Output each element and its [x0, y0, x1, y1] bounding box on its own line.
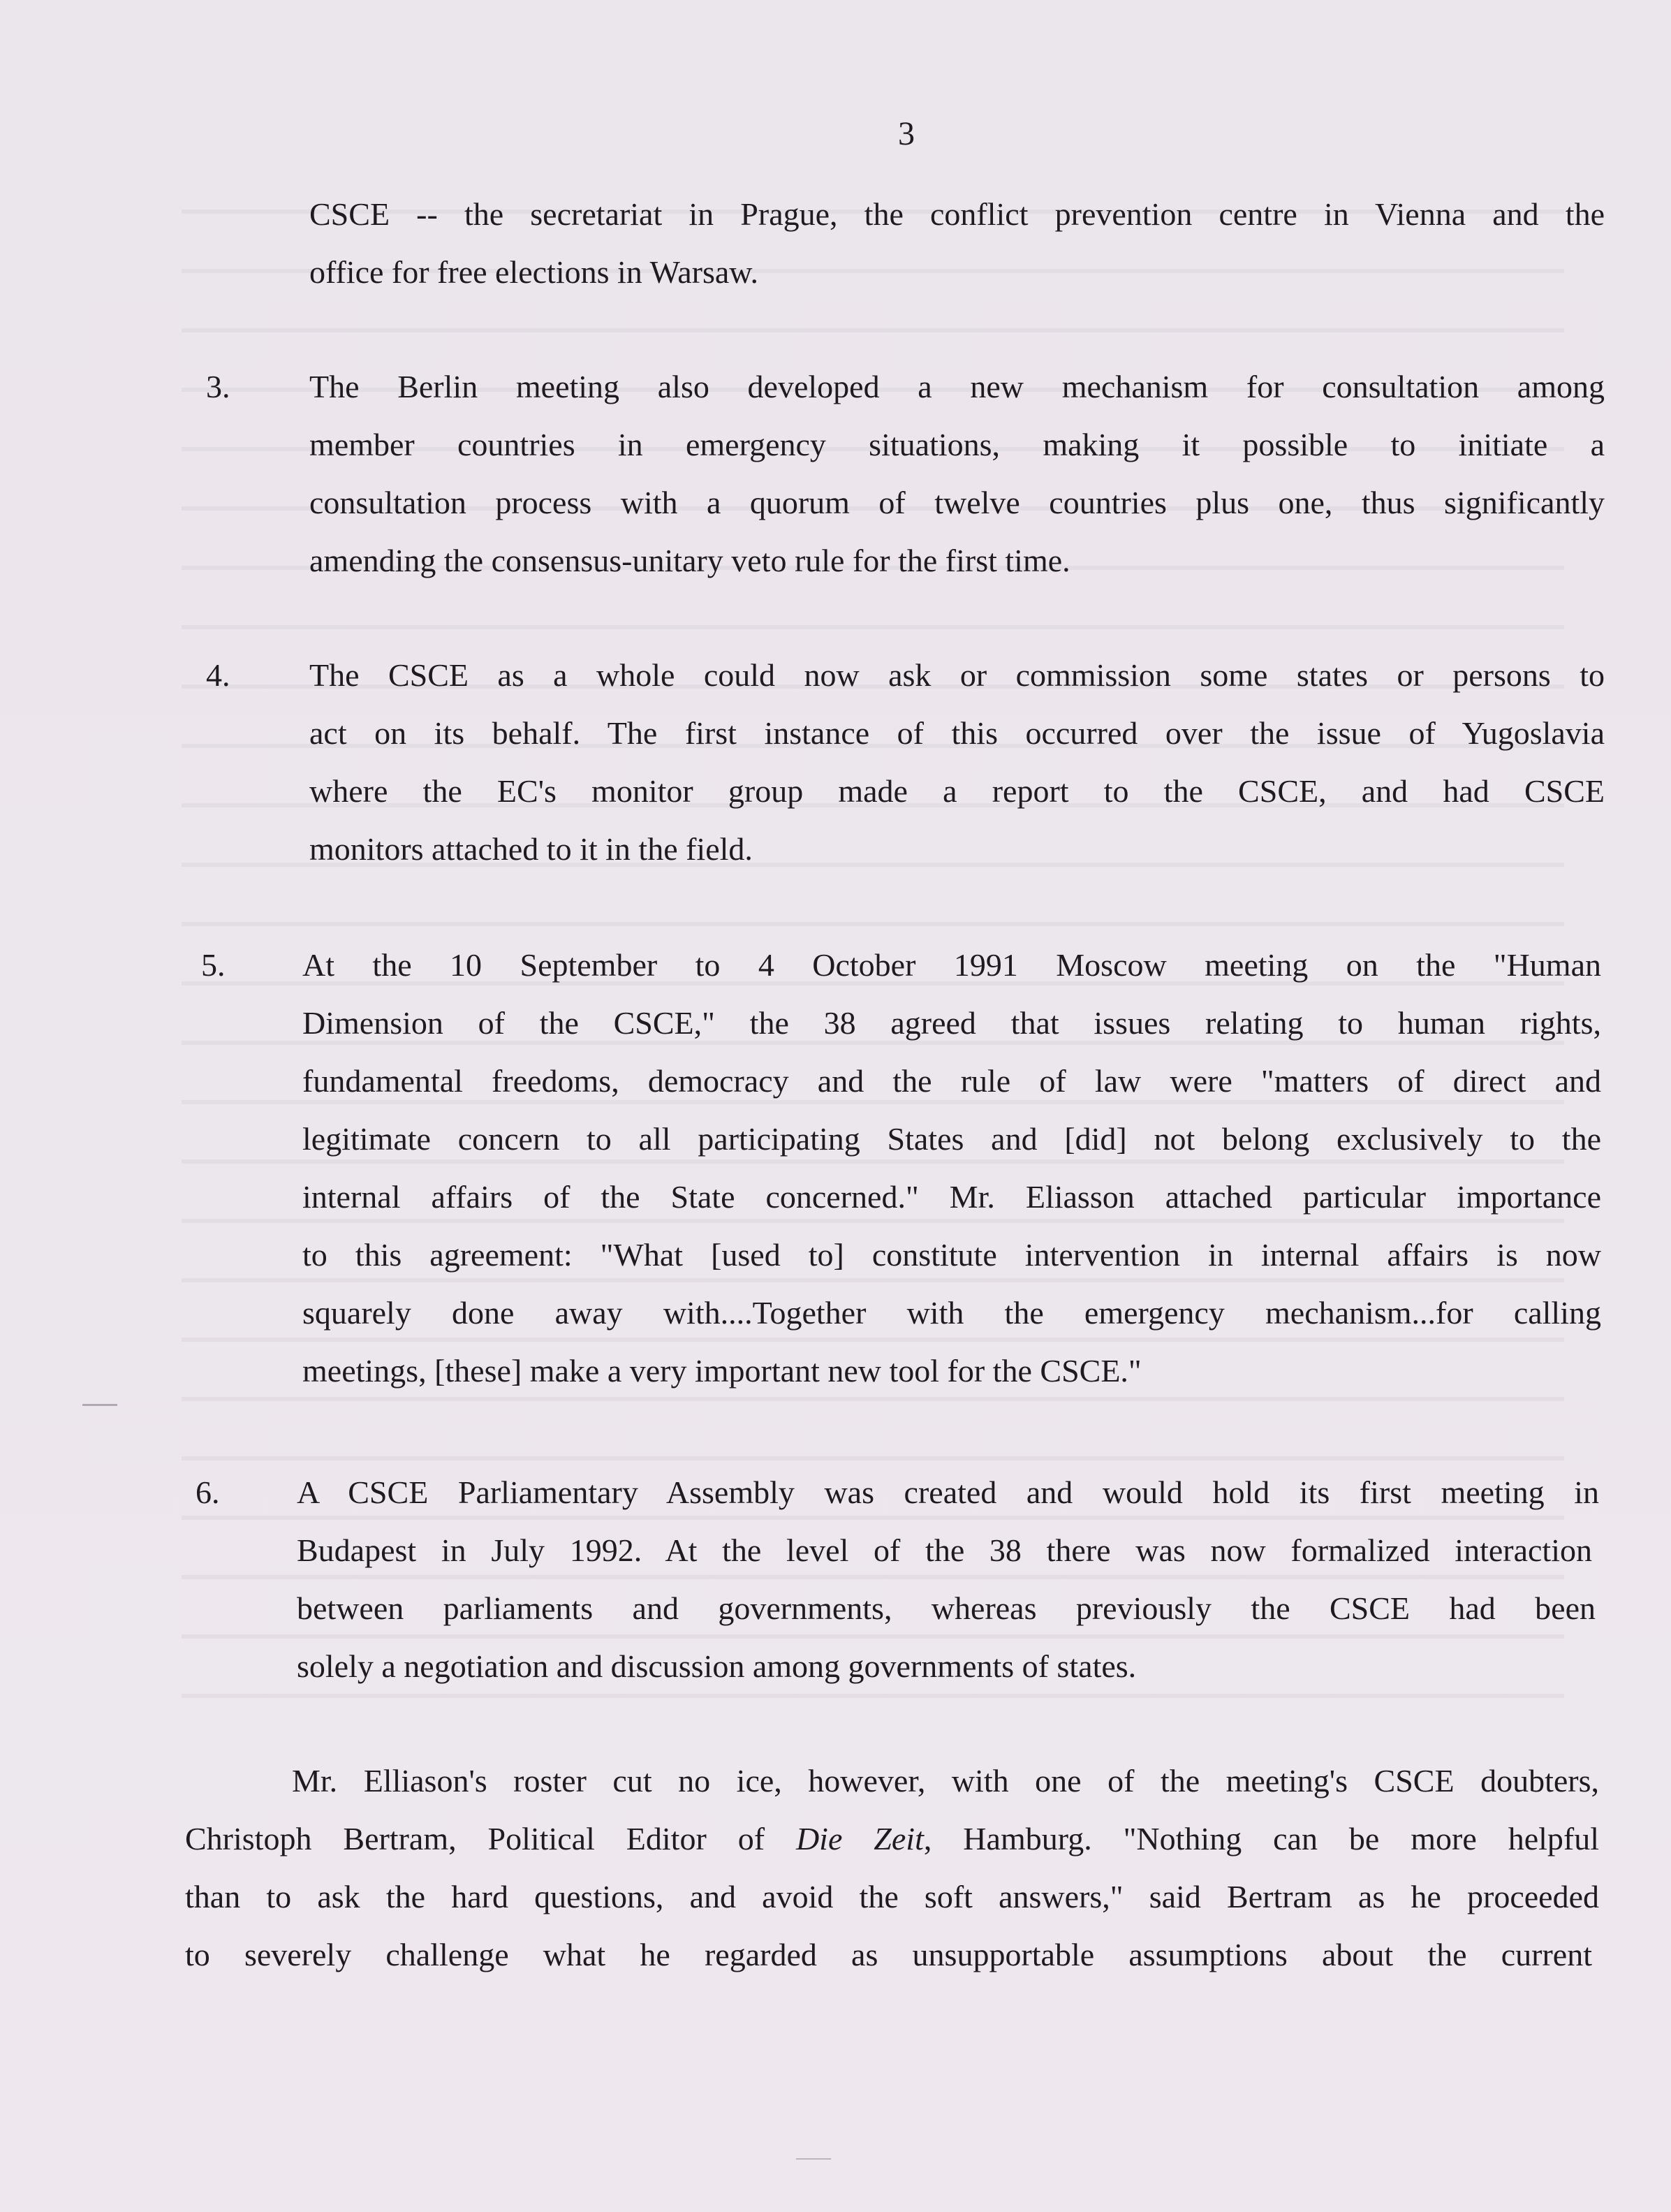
closing-paragraph-line-2: [185, 1810, 1599, 1868]
item-5-line-5: internal affairs of the State concerned." Mr. Eliasson attached particular importance: [302, 1179, 1601, 1215]
closing-paragraph-line-4: to severely challenge what he regarded as unsupportable assumptions about the current: [185, 1937, 1592, 1972]
item-3-line-2: member countries in emergency situations, making it possible to initiate a: [309, 427, 1605, 462]
item-6-line-1: A CSCE Parliamentary Assembly was created and would hold its first meeting in: [297, 1474, 1599, 1510]
continuation-line-1: CSCE -- the secretariat in Prague, the conflict prevention centre in Vienna and the: [309, 196, 1605, 232]
item-3-line-1: The Berlin meeting also developed a new mechanism for consultation among: [309, 369, 1605, 404]
item-5-line-8: meetings, [these] make a very important new tool for the CSCE.": [302, 1353, 1142, 1389]
item-5-line-2: Dimension of the CSCE," the 38 agreed that issues relating to human rights,: [302, 1005, 1601, 1041]
continuation-line-2: office for free elections in Warsaw.: [309, 254, 758, 290]
item-number-6: 6.: [196, 1474, 220, 1510]
item-number-3: 3.: [206, 369, 230, 404]
item-4-line-1: The CSCE as a whole could now ask or commission some states or persons to: [309, 657, 1605, 693]
item-5-line-1: At the 10 September to 4 October 1991 Moscow meeting on the "Human: [302, 947, 1601, 983]
closing-paragraph-line-3: than to ask the hard questions, and avoid the soft answers," said Bertram as he proceeded: [185, 1879, 1599, 1914]
closing-paragraph-line-1: Mr. Elliason's roster cut no ice, however, with one of the meeting's CSCE doubters,: [292, 1763, 1599, 1799]
margin-mark: [82, 1404, 117, 1406]
item-4-line-4: monitors attached to it in the field.: [309, 831, 753, 867]
item-5-line-4: legitimate concern to all participating States and [did] not belong exclusively to the: [302, 1121, 1601, 1157]
item-number-5: 5.: [201, 947, 226, 983]
item-3-line-3: consultation process with a quorum of twelve countries plus one, thus significantly: [309, 485, 1605, 520]
bottom-mark: [796, 2158, 831, 2160]
closing-line-2-before: Christoph Bertram, Political Editor of: [185, 1821, 796, 1856]
item-6-line-3: between parliaments and governments, whereas previously the CSCE had been: [297, 1590, 1596, 1626]
publication-title: Die Zeit: [795, 1821, 924, 1856]
page-number: 3: [898, 115, 915, 152]
item-6-line-2: Budapest in July 1992. At the level of the 38 there was now formalized interaction: [297, 1532, 1592, 1568]
item-6-line-4: solely a negotiation and discussion among governments of states.: [297, 1648, 1137, 1684]
item-5-line-6: to this agreement: "What [used to] constitute intervention in internal affairs is now: [302, 1237, 1601, 1273]
item-4-line-3: where the EC's monitor group made a report to the CSCE, and had CSCE: [309, 773, 1605, 809]
item-5-line-7: squarely done away with....Together with the emergency mechanism...for calling: [302, 1295, 1601, 1331]
item-number-4: 4.: [206, 657, 230, 693]
closing-line-2-after: , Hamburg. "Nothing can be more helpful: [923, 1821, 1599, 1856]
item-5-line-3: fundamental freedoms, democracy and the rule of law were "matters of direct and: [302, 1063, 1601, 1099]
item-4-line-2: act on its behalf. The first instance of this occurred over the issue of Yugoslavia: [309, 715, 1605, 751]
item-3-line-4: amending the consensus-unitary veto rule for the first time.: [309, 543, 1070, 578]
